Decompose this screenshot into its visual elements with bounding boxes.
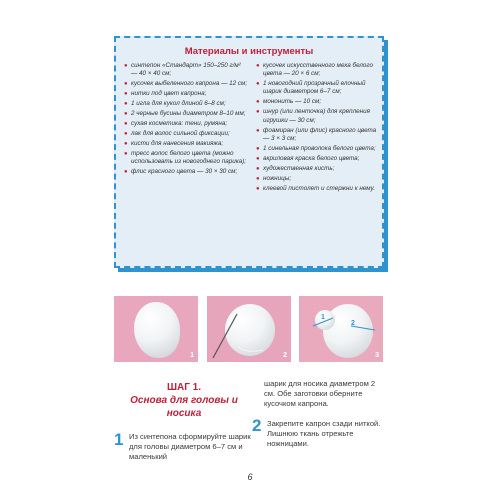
materials-right-column: [256, 62, 380, 195]
material-item: ● 1 игла для кукол длиной 6–8 см;: [124, 100, 226, 108]
bullet-icon: ●: [124, 169, 128, 176]
step-title: ШАГ 1.: [166, 382, 202, 393]
bullet-icon: ●: [124, 111, 128, 118]
bullet-icon: ●: [256, 81, 260, 88]
bullet-icon: ●: [256, 165, 260, 172]
step-photo-1: [114, 296, 198, 362]
photo-mark-2: 2: [351, 320, 355, 327]
photo-number: 3: [375, 352, 379, 359]
instruction-text-1b: шарик для носика диаметром 2 см. Обе заготовки оберните кусочком капрона.: [264, 379, 376, 409]
instruction-number-2: 2: [252, 416, 262, 435]
bullet-icon: ●: [124, 101, 128, 108]
step-photo-2: [207, 296, 291, 362]
material-item: ● тресс волос белого цвета (можно использовать из новогоднего парика);: [124, 150, 247, 166]
material-item: ● акриловая краска белого цвета;: [256, 154, 360, 162]
material-item: ● фоамиран (или флис) красного цвета — 3 × 3 см;: [256, 126, 377, 142]
instruction-text-1a: Из синтепона сформируйте шарик для головы диаметром 6–7 см и маленький: [129, 432, 251, 462]
page-number: 6: [247, 472, 253, 482]
instruction-number-1: 1: [114, 430, 124, 449]
material-item: ● нитки под цвет капрона;: [124, 90, 207, 98]
step-subtitle: Основа для головы и носика: [130, 395, 238, 419]
bullet-icon: ●: [124, 63, 128, 69]
material-item: ● кусочек выбеленного капрона — 12 см;: [124, 80, 248, 88]
material-item: ● кусочек искусственного меха белого цвета — 20 × 6 см;: [256, 62, 373, 78]
step-photo-3: [299, 296, 383, 362]
photo-number: 2: [283, 352, 287, 359]
photo-number: 1: [190, 352, 194, 359]
material-item: ● художественная кисть;: [256, 164, 335, 172]
material-item: ● сухая косметика: тени, румяна;: [124, 120, 228, 128]
bullet-icon: ●: [124, 121, 128, 128]
bullet-icon: ●: [124, 151, 128, 158]
material-item: ● 1 новогодний прозрачный елочный шарик диаметром 6–7 см;: [256, 80, 366, 96]
bullet-icon: ●: [124, 141, 128, 148]
bullet-icon: ●: [256, 175, 260, 182]
step-heading: [114, 381, 254, 420]
material-item: ● флис красного цвета — 30 × 30 см;: [124, 168, 238, 176]
bullet-icon: ●: [256, 109, 260, 116]
marker-lines-icon: [299, 296, 383, 362]
material-item: ● клеевой пистолет и стержни к нему.: [256, 184, 376, 192]
needle-thread-icon: [207, 296, 291, 362]
materials-box: [114, 36, 384, 268]
material-item: ● 2 черные бусины диаметром 8–10 мм;: [124, 110, 246, 118]
bullet-icon: ●: [256, 145, 260, 152]
material-item: ● ножницы;: [256, 174, 292, 182]
bullet-icon: ●: [256, 185, 260, 192]
material-item: ● кисти для нанесения макияжа;: [124, 140, 224, 148]
bullet-icon: ●: [256, 127, 260, 134]
material-item: ● синтепон «Стандарт» 150–250 г/м² — 40 × 40 см;: [124, 62, 241, 78]
photo-mark-1: 1: [321, 314, 325, 321]
bullet-icon: ●: [124, 91, 128, 98]
bullet-icon: ●: [256, 63, 260, 69]
materials-left-column: [124, 62, 248, 178]
material-item: ● 1 синельная проволока белого цвета;: [256, 144, 376, 152]
bullet-icon: ●: [124, 81, 128, 88]
material-item: ● лак для волос сильной фиксации;: [124, 130, 230, 138]
material-item: ● шнур (или ленточка) для крепления игрушки — 30 см;: [256, 108, 370, 124]
bullet-icon: ●: [256, 99, 260, 106]
instruction-text-2: Закрепите капрон сзади ниткой. Лишнюю ткань отрежьте ножницами.: [267, 419, 381, 449]
bullet-icon: ●: [256, 155, 260, 162]
materials-title: Материалы и инструменты: [184, 46, 314, 57]
padding-ball-image: [134, 302, 180, 358]
material-item: ● мононить — 10 см;: [256, 98, 322, 106]
bullet-icon: ●: [124, 131, 128, 138]
